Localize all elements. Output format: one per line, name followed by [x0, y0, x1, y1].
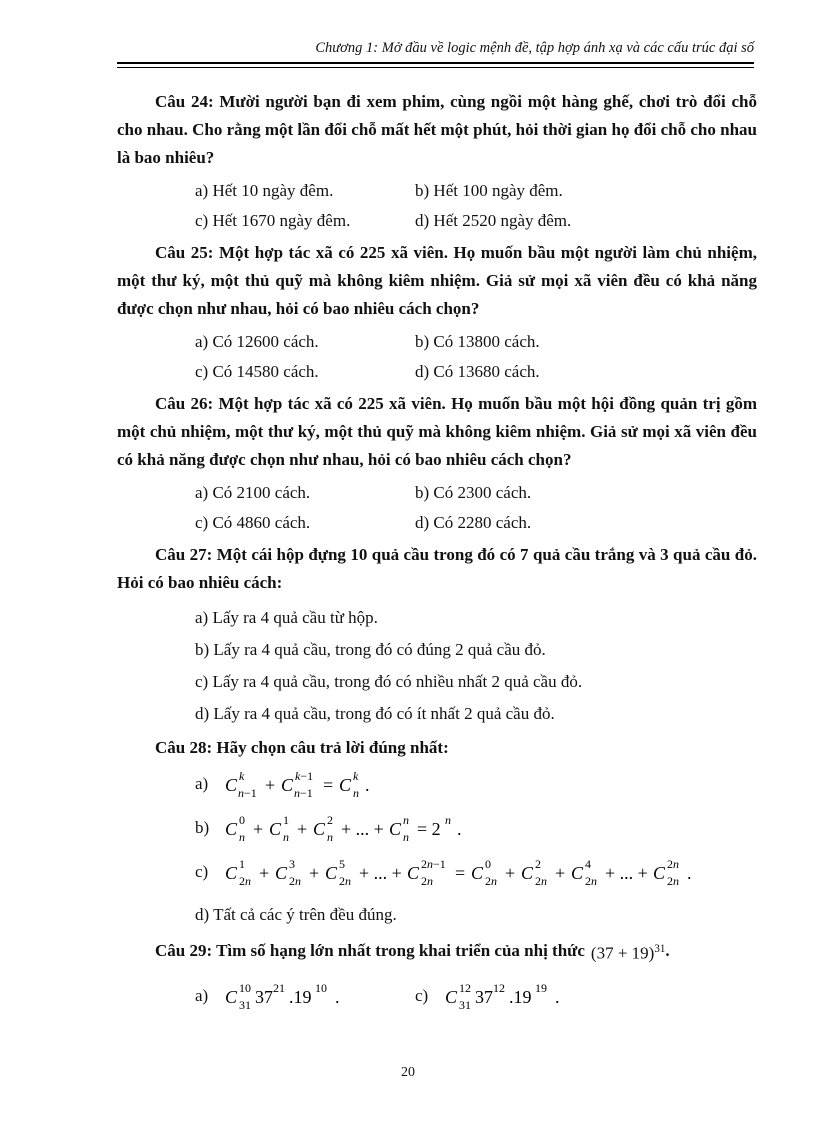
svg-text:C: C	[653, 863, 666, 883]
svg-text:n: n	[403, 830, 409, 844]
q29-option-c	[415, 976, 593, 1016]
svg-text:37: 37	[475, 986, 493, 1007]
q29-binomial	[591, 935, 665, 968]
svg-text:n: n	[445, 813, 451, 827]
svg-text:+: +	[555, 863, 566, 883]
question-26: Câu 26: Một hợp tác xã có 225 xã viên. Họ muốn bầu một hội đồng quản trị gồm một chủ nhiệm, một thư ký, một thủ quỹ mà không kiêm nhiệm. Giả sử mọi xã viên đều có khả năng được chọn như nhau, hỏi có bao nhiêu cách chọn?	[117, 394, 757, 469]
q27-option-a: a) Lấy ra 4 quả cầu từ hộp.	[195, 608, 378, 627]
svg-text:.: .	[687, 863, 692, 883]
svg-text:C: C	[269, 819, 282, 839]
svg-text:+: +	[259, 863, 270, 883]
svg-text:2n−1: 2n−1	[421, 857, 446, 871]
page-number: 20	[401, 1065, 415, 1080]
q29-option-a	[195, 976, 415, 1016]
q29-text: Câu 29: Tìm số hạng lớn nhất trong khai triển của nhị thức	[155, 941, 585, 961]
q24-option-d: d) Hết 2520 ngày đêm.	[415, 211, 572, 230]
q25-options-row2	[117, 360, 757, 383]
q28-formula-b	[223, 808, 483, 848]
svg-text:n−1: n−1	[238, 786, 257, 800]
question-24: Câu 24: Mười người bạn đi xem phim, cùng ngồi một hàng ghế, chơi trò đổi chỗ cho nhau. Cho rằng một lần đổi chỗ mất hết một phút, hỏi thời gian họ đổi chỗ cho nhau là bao nhiêu?	[117, 92, 757, 167]
svg-text:C: C	[313, 819, 326, 839]
svg-text:+: +	[309, 863, 320, 883]
q25-option-d: d) Có 13680 cách.	[415, 362, 540, 381]
svg-text:2n: 2n	[485, 874, 497, 888]
svg-text:n: n	[403, 813, 409, 827]
svg-text:C: C	[389, 819, 402, 839]
svg-text:.: .	[335, 986, 340, 1007]
question-27: Câu 27: Một cái hộp đựng 10 quả cầu trong đó có 7 quả cầu trắng và 3 quả cầu đỏ. Hỏi có bao nhiêu cách:	[117, 545, 757, 592]
q26-option-b: b) Có 2300 cách.	[415, 483, 532, 502]
q25-option-c: c) Có 14580 cách.	[195, 362, 319, 381]
svg-text:.: .	[457, 819, 462, 839]
q28-label-b: b)	[195, 818, 210, 837]
svg-text:n−1: n−1	[294, 786, 313, 800]
running-header: Chương 1: Mở đầu về logic mệnh đề, tập hợp ánh xạ và các cấu trúc đại số	[315, 40, 754, 56]
q26-option-c: c) Có 4860 cách.	[195, 513, 311, 532]
q24-option-a: a) Hết 10 ngày đêm.	[195, 181, 334, 200]
svg-text:.19: .19	[509, 986, 532, 1007]
q29-period: .	[665, 941, 670, 961]
svg-text:C: C	[339, 775, 352, 795]
svg-text:C: C	[281, 775, 294, 795]
svg-text:31: 31	[459, 997, 471, 1012]
q29-formula-a	[223, 976, 373, 1016]
q26-options-row2	[117, 511, 757, 534]
svg-text:C: C	[225, 819, 238, 839]
q29-binomial-exp: 31	[654, 943, 666, 955]
svg-text:21: 21	[273, 980, 285, 995]
question-25: Câu 25: Một hợp tác xã có 225 xã viên. Họ muốn bầu một người làm chủ nhiệm, một thư ký, một thủ quỹ mà không kiêm nhiệm. Giả sử mọi xã viên đều có khả năng được chọn như nhau, hỏi có bao nhiêu cách chọn?	[117, 243, 757, 318]
q28-formula-a	[223, 764, 423, 804]
q25-option-b: b) Có 13800 cách.	[415, 332, 540, 351]
q24-options-row1	[117, 179, 757, 202]
svg-text:2n: 2n	[339, 874, 351, 888]
svg-text:C: C	[225, 863, 238, 883]
svg-text:19: 19	[535, 980, 547, 995]
svg-text:+: +	[265, 775, 276, 795]
q29-options	[117, 974, 757, 1018]
q28-option-a	[117, 762, 757, 806]
svg-text:.: .	[555, 986, 560, 1007]
svg-text:2n: 2n	[289, 874, 301, 888]
svg-text:C: C	[275, 863, 288, 883]
page-content	[117, 88, 757, 1018]
svg-text:= 2: = 2	[417, 819, 441, 839]
header-rule-thick	[117, 62, 754, 64]
svg-text:C: C	[407, 863, 420, 883]
question-28: Câu 28: Hãy chọn câu trả lời đúng nhất:	[155, 738, 449, 757]
svg-text:2n: 2n	[585, 874, 597, 888]
svg-text:1: 1	[239, 857, 245, 871]
svg-text:=: =	[323, 775, 334, 795]
svg-text:0: 0	[239, 813, 245, 827]
svg-text:k: k	[353, 769, 359, 783]
q26-option-d: d) Có 2280 cách.	[415, 513, 532, 532]
svg-text:12: 12	[459, 980, 471, 995]
q24-option-c: c) Hết 1670 ngày đêm.	[195, 211, 351, 230]
svg-text:1: 1	[283, 813, 289, 827]
q27-option-c: c) Lấy ra 4 quả cầu, trong đó có nhiều nhất 2 quả cầu đỏ.	[195, 672, 583, 691]
q25-options-row1	[117, 330, 757, 353]
q25-option-a: a) Có 12600 cách.	[195, 332, 319, 351]
svg-text:.19: .19	[289, 986, 312, 1007]
q28-label-c: c)	[195, 862, 209, 881]
svg-text:+: +	[505, 863, 516, 883]
svg-text:+ ... +: + ... +	[605, 863, 648, 883]
question-29	[117, 935, 757, 968]
svg-text:2: 2	[327, 813, 333, 827]
svg-text:2: 2	[535, 857, 541, 871]
svg-text:n: n	[283, 830, 289, 844]
svg-text:10: 10	[315, 980, 327, 995]
svg-text:2n: 2n	[667, 857, 679, 871]
svg-text:31: 31	[239, 997, 251, 1012]
svg-text:12: 12	[493, 980, 505, 995]
svg-text:2n: 2n	[239, 874, 251, 888]
svg-text:2n: 2n	[421, 874, 433, 888]
svg-text:2n: 2n	[535, 874, 547, 888]
q27-option-b: b) Lấy ra 4 quả cầu, trong đó có đúng 2 quả cầu đỏ.	[195, 640, 546, 659]
svg-text:k: k	[239, 769, 245, 783]
svg-text:4: 4	[585, 857, 591, 871]
svg-text:=: =	[455, 863, 466, 883]
q26-options-row1	[117, 481, 757, 504]
svg-text:5: 5	[339, 857, 345, 871]
svg-text:+: +	[253, 819, 264, 839]
q24-options-row2	[117, 209, 757, 232]
svg-text:+ ... +: + ... +	[359, 863, 402, 883]
svg-text:C: C	[471, 863, 484, 883]
svg-text:C: C	[571, 863, 584, 883]
svg-text:n: n	[327, 830, 333, 844]
q24-option-b: b) Hết 100 ngày đêm.	[415, 181, 563, 200]
q26-option-a: a) Có 2100 cách.	[195, 483, 311, 502]
q28-option-c	[117, 850, 757, 894]
q27-option-d: d) Lấy ra 4 quả cầu, trong đó có ít nhất 2 quả cầu đỏ.	[195, 704, 555, 723]
svg-text:C: C	[445, 986, 458, 1007]
svg-text:n: n	[239, 830, 245, 844]
svg-text:C: C	[225, 986, 238, 1007]
svg-text:3: 3	[289, 857, 295, 871]
q28-formula-c	[223, 852, 723, 892]
svg-text:n: n	[353, 786, 359, 800]
svg-text:+: +	[297, 819, 308, 839]
header-rule-thin	[117, 67, 754, 68]
q29-binomial-base: (37 + 19)	[590, 943, 655, 963]
svg-text:C: C	[325, 863, 338, 883]
svg-text:C: C	[521, 863, 534, 883]
q29-formula-c	[443, 976, 593, 1016]
q28-label-a: a)	[195, 774, 209, 793]
q28-option-d: d) Tất cả các ý trên đều đúng.	[195, 905, 397, 924]
svg-text:C: C	[225, 775, 238, 795]
svg-text:k−1: k−1	[295, 769, 314, 783]
q29-label-c: c)	[415, 985, 429, 1005]
svg-text:+ ... +: + ... +	[341, 819, 384, 839]
q29-label-a: a)	[195, 985, 209, 1005]
svg-text:2n: 2n	[667, 874, 679, 888]
svg-text:0: 0	[485, 857, 491, 871]
svg-text:10: 10	[239, 980, 251, 995]
q28-option-b	[117, 806, 757, 850]
svg-text:37: 37	[255, 986, 273, 1007]
svg-text:.: .	[365, 775, 370, 795]
